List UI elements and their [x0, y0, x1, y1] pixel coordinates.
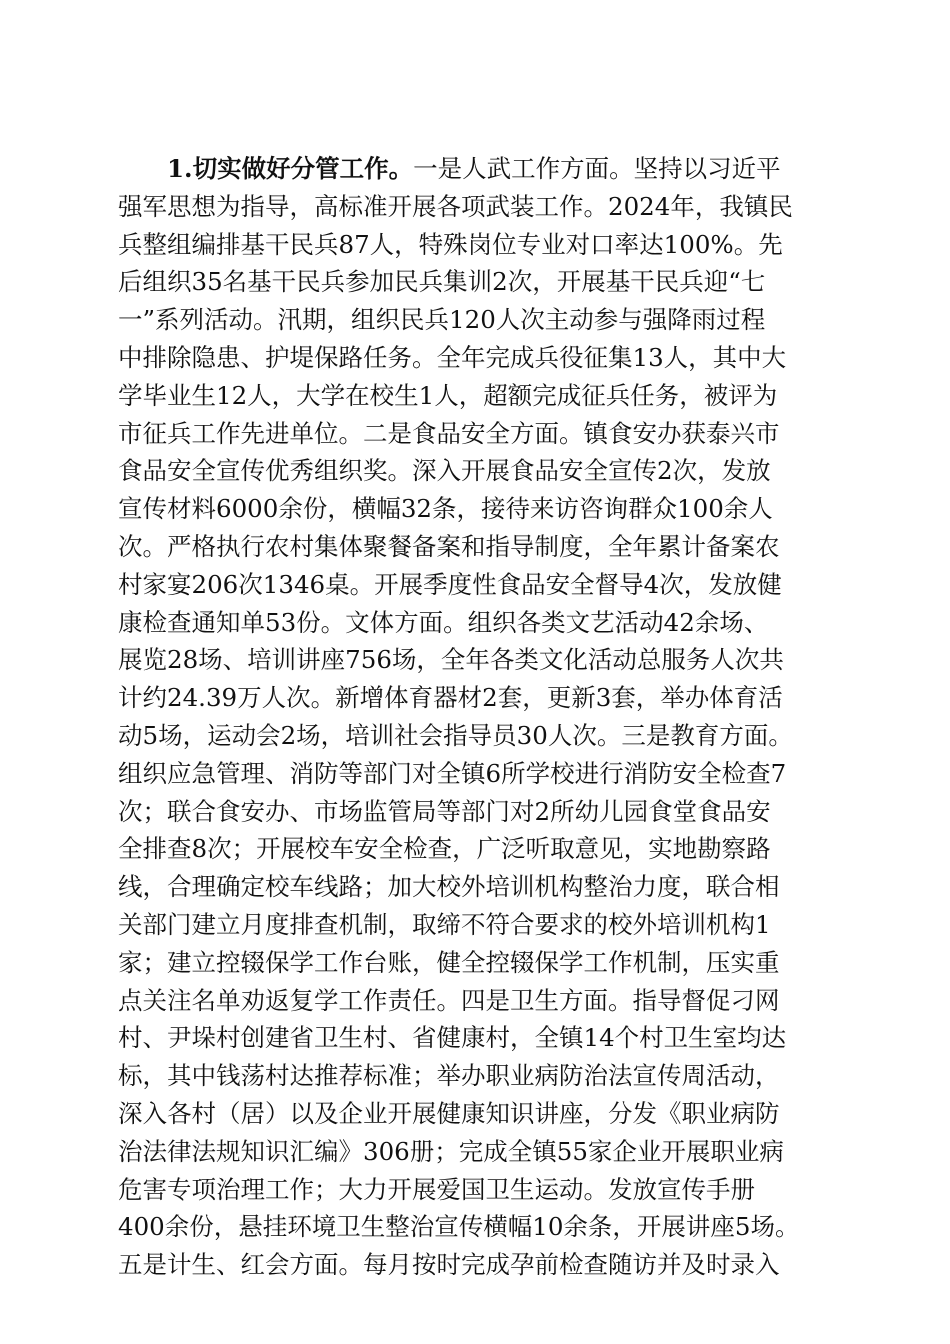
- text-line: 兵整组编排基干民兵87人，特殊岗位专业对口率达100%。先: [118, 229, 783, 259]
- paragraph-first-line: [118, 150, 838, 188]
- text-line: 400余份，悬挂环境卫生整治宣传横幅10余条，开展讲座5场。: [118, 1212, 800, 1242]
- text-line: 动5场，运动会2场，培训社会指导员30人次。三是教育方面。: [118, 720, 793, 750]
- text-line: 点关注名单劝返复学工作责任。四是卫生方面。指导督促刁网: [118, 985, 780, 1015]
- text-line: 强军思想为指导，高标准开展各项武装工作。2024年，我镇民: [118, 191, 793, 221]
- text-line: 家；建立控辍保学工作台账，健全控辍保学工作机制，压实重: [118, 947, 780, 977]
- text-line: 村、尹垛村创建省卫生村、省健康村，全镇14个村卫生室均达: [118, 1023, 787, 1053]
- text-line: 深入各村（居）以及企业开展健康知识讲座，分发《职业病防: [118, 1098, 780, 1128]
- text-line: 次。严格执行农村集体聚餐备案和指导制度，全年累计备案农: [118, 531, 780, 561]
- text-line: 中排除隐患、护堤保路任务。全年完成兵役征集13人，其中大: [118, 342, 787, 372]
- text-line: 一是人武工作方面。坚持以习近平: [413, 154, 781, 183]
- text-line: 关部门建立月度排查机制，取缔不符合要求的校外培训机构1: [118, 909, 771, 939]
- text-line: 市征兵工作先进单位。二是食品安全方面。镇食安办获泰兴市: [118, 418, 780, 448]
- text-line: 展览28场、培训讲座756场，全年各类文化活动总服务人次共: [118, 645, 784, 675]
- text-line: 村家宴206次1346桌。开展季度性食品安全督导4次，发放健: [118, 569, 782, 599]
- text-line: 宣传材料6000余份，横幅32条，接待来访咨询群众100余人: [118, 494, 773, 524]
- section-heading: 1.切实做好分管工作。: [167, 154, 414, 183]
- text-line: 一”系列活动。汛期，组织民兵120人次主动参与强降雨过程: [118, 305, 766, 335]
- text-line: 线，合理确定校车线路；加大校外培训机构整治力度，联合相: [118, 872, 780, 902]
- text-line: 治法律法规知识汇编》306册；完成全镇55家企业开展职业病: [118, 1136, 784, 1166]
- text-line: 计约24.39万人次。新增体育器材2套，更新3套，举办体育活: [118, 683, 783, 713]
- text-line: 次；联合食安办、市场监管局等部门对2所幼儿园食堂食品安: [118, 796, 771, 826]
- text-line: 康检查通知单53份。文体方面。组织各类文艺活动42余场、: [118, 607, 769, 637]
- text-line: 五是计生、红会方面。每月按时完成孕前检查随访并及时录入: [118, 1250, 780, 1280]
- text-line: 标，其中钱荡村达推荐标准；举办职业病防治法宣传周活动，: [118, 1061, 780, 1091]
- text-line: 危害专项治理工作；大力开展爱国卫生运动。发放宣传手册: [118, 1174, 755, 1204]
- body-paragraph: [118, 150, 838, 1284]
- text-line: 后组织35名基干民兵参加民兵集训2次，开展基干民兵迎“七: [118, 267, 766, 297]
- text-line: 全排查8次；开展校车安全检查，广泛听取意见，实地勘察路: [118, 834, 771, 864]
- text-line: 食品安全宣传优秀组织奖。深入开展食品安全宣传2次，发放: [118, 456, 771, 486]
- text-line: 学毕业生12人，大学在校生1人，超额完成征兵任务，被评为: [118, 380, 778, 410]
- text-line: 组织应急管理、消防等部门对全镇6所学校进行消防安全检查7: [118, 758, 787, 788]
